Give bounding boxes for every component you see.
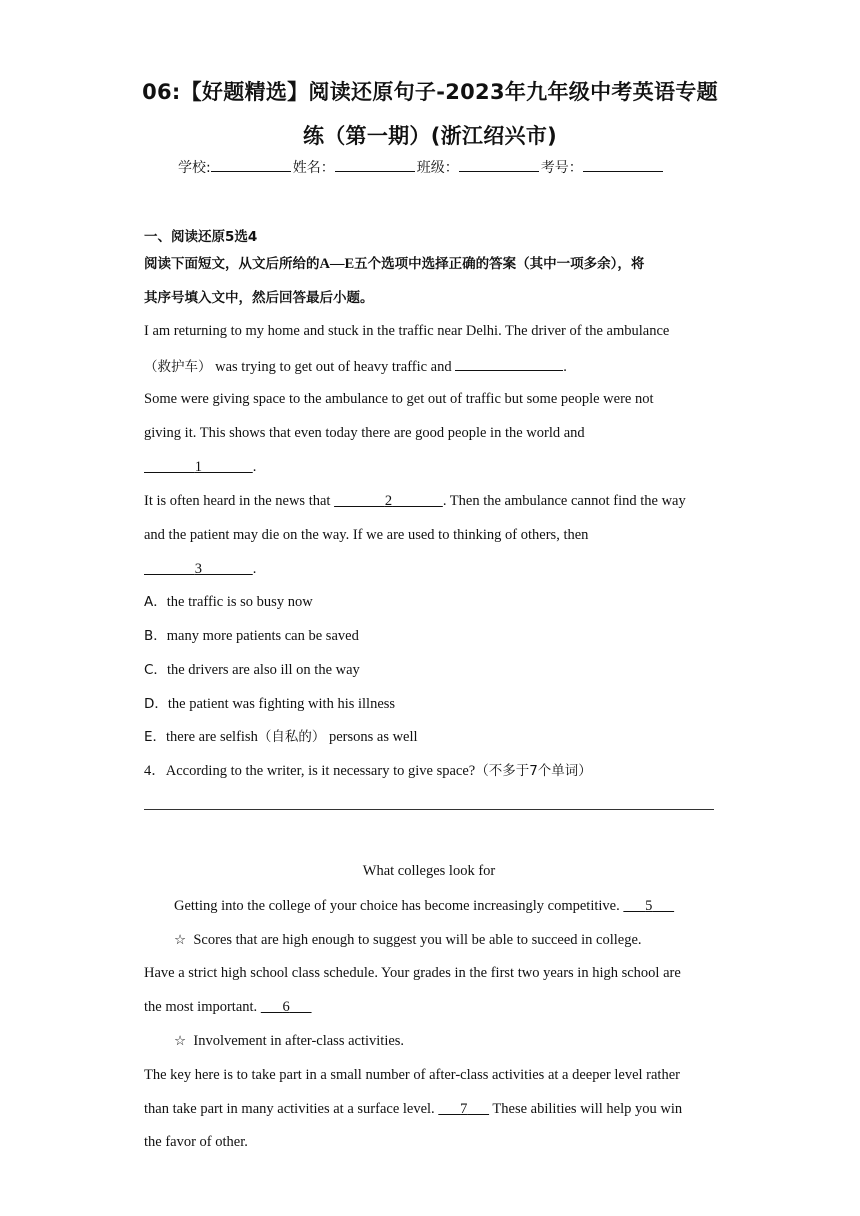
blank-7-number: 7 [460, 1101, 468, 1117]
section2-p2-line-3: the favor of other. [144, 1134, 248, 1150]
question-4-text: 4．According to the writer, is it necessary to give space? [144, 763, 476, 779]
p1-line-2-text: the most important. [144, 999, 261, 1015]
section-heading: 一、阅读还原5选4 [144, 229, 258, 245]
example-blank[interactable] [455, 356, 563, 371]
instruction-part-a: 阅读下面短文，从文后所给的 [144, 256, 320, 272]
selfish-gloss: （自私的） [257, 729, 326, 745]
passage1-line-2 [144, 356, 567, 376]
title-line-1: 06:【好题精选】阅读还原句子-2023年九年级中考英语专题 [142, 80, 718, 104]
answer-line-4[interactable] [144, 809, 714, 810]
passage2-intro [174, 897, 674, 915]
question-4 [144, 762, 592, 780]
answer-blank-7[interactable] [438, 1101, 489, 1117]
star-icon: ☆ [174, 1033, 187, 1049]
criterion-1-text: Scores that are high enough to suggest you will be able to succeed in college. [193, 932, 642, 948]
option-b [144, 627, 359, 645]
period: . [563, 359, 567, 375]
section2-p2-line-2 [144, 1100, 682, 1118]
blank-1-number: 1 [194, 459, 202, 475]
student-info-fields [178, 157, 665, 177]
blank-6-number: 6 [282, 999, 290, 1015]
page-title [120, 70, 740, 158]
passage1-line-2-text: was trying to get out of heavy traffic and [211, 359, 456, 375]
class-blank[interactable] [459, 157, 539, 172]
answer-blank-6[interactable] [261, 999, 312, 1015]
option-a [144, 593, 313, 611]
instruction-line-1 [144, 255, 644, 273]
section2-p1-line-2 [144, 998, 312, 1016]
class-label: 班级： [416, 160, 459, 176]
answer-blank-2[interactable] [334, 493, 443, 509]
question-4-word-limit: （不多于7个单词） [475, 763, 592, 779]
passage-title: What colleges look for [362, 863, 496, 879]
school-blank[interactable] [211, 157, 291, 172]
p2-line-2-text-b: These abilities will help you win [489, 1101, 683, 1117]
option-label: A． [144, 594, 167, 610]
p2-line-2-text-a: than take part in many activities at a surface level. [144, 1101, 439, 1117]
option-d [144, 695, 395, 713]
option-label: E． [144, 729, 167, 745]
school-label: 学校: [178, 160, 211, 176]
option-label: D． [144, 696, 168, 712]
option-e [144, 728, 418, 746]
option-c [144, 661, 360, 679]
criterion-1 [174, 931, 642, 949]
passage3-text-b: . Then the ambulance cannot find the way [442, 493, 686, 509]
answer-blank-5[interactable] [623, 898, 674, 914]
option-text: the patient was fighting with his illness [167, 696, 396, 712]
passage1-line-1: I am returning to my home and stuck in the traffic near Delhi. The driver of the ambulance [144, 323, 670, 339]
exam-no-label: 考号： [540, 160, 583, 176]
instruction-line-2: 其序号填入文中，然后回答最后小题。 [144, 290, 374, 306]
section2-p1-line-1: Have a strict high school class schedule. Your grades in the first two years in high school are [144, 965, 681, 981]
blank-3-line [144, 560, 256, 578]
period: . [252, 561, 257, 577]
name-label: 姓名： [292, 160, 335, 176]
instruction-part-c: 五个选项中选择正确的答案（其中一项多余），将 [354, 256, 645, 272]
option-text: the traffic is so busy now [166, 594, 313, 610]
option-text-end: persons as well [325, 729, 418, 745]
intro-text: Getting into the college of your choice has become increasingly competitive. [174, 898, 624, 914]
option-label: B． [144, 628, 167, 644]
answer-blank-3[interactable] [144, 561, 253, 577]
passage3-line-1 [144, 492, 686, 510]
blank-2-number: 2 [384, 493, 393, 509]
exam-no-blank[interactable] [583, 157, 663, 172]
blank-5-number: 5 [645, 898, 653, 914]
option-text: there are selfish [166, 729, 258, 745]
section2-p2-line-1: The key here is to take part in a small number of after-class activities at a deeper level rather [144, 1067, 680, 1083]
criterion-2 [174, 1032, 404, 1050]
option-label: C． [144, 662, 167, 678]
passage3-line-2: and the patient may die on the way. If we are used to thinking of others, then [144, 527, 589, 543]
name-blank[interactable] [335, 157, 415, 172]
star-icon: ☆ [174, 932, 187, 948]
instruction-part-b: A—E [319, 256, 355, 272]
passage3-text-a: It is often heard in the news that [144, 493, 335, 509]
title-line-2: 练（第一期）(浙江绍兴市) [302, 124, 558, 148]
answer-blank-1[interactable] [144, 459, 253, 475]
blank-3-number: 3 [194, 561, 202, 577]
option-text: the drivers are also ill on the way [166, 662, 360, 678]
option-text: many more patients can be saved [166, 628, 359, 644]
passage2-line-2: giving it. This shows that even today there are good people in the world and [144, 425, 585, 441]
period: . [252, 459, 257, 475]
blank-1-line [144, 458, 256, 476]
ambulance-gloss: （救护车） [144, 359, 212, 375]
criterion-2-text: Involvement in after-class activities. [193, 1033, 405, 1049]
passage2-line-1: Some were giving space to the ambulance to get out of traffic but some people were not [144, 391, 654, 407]
